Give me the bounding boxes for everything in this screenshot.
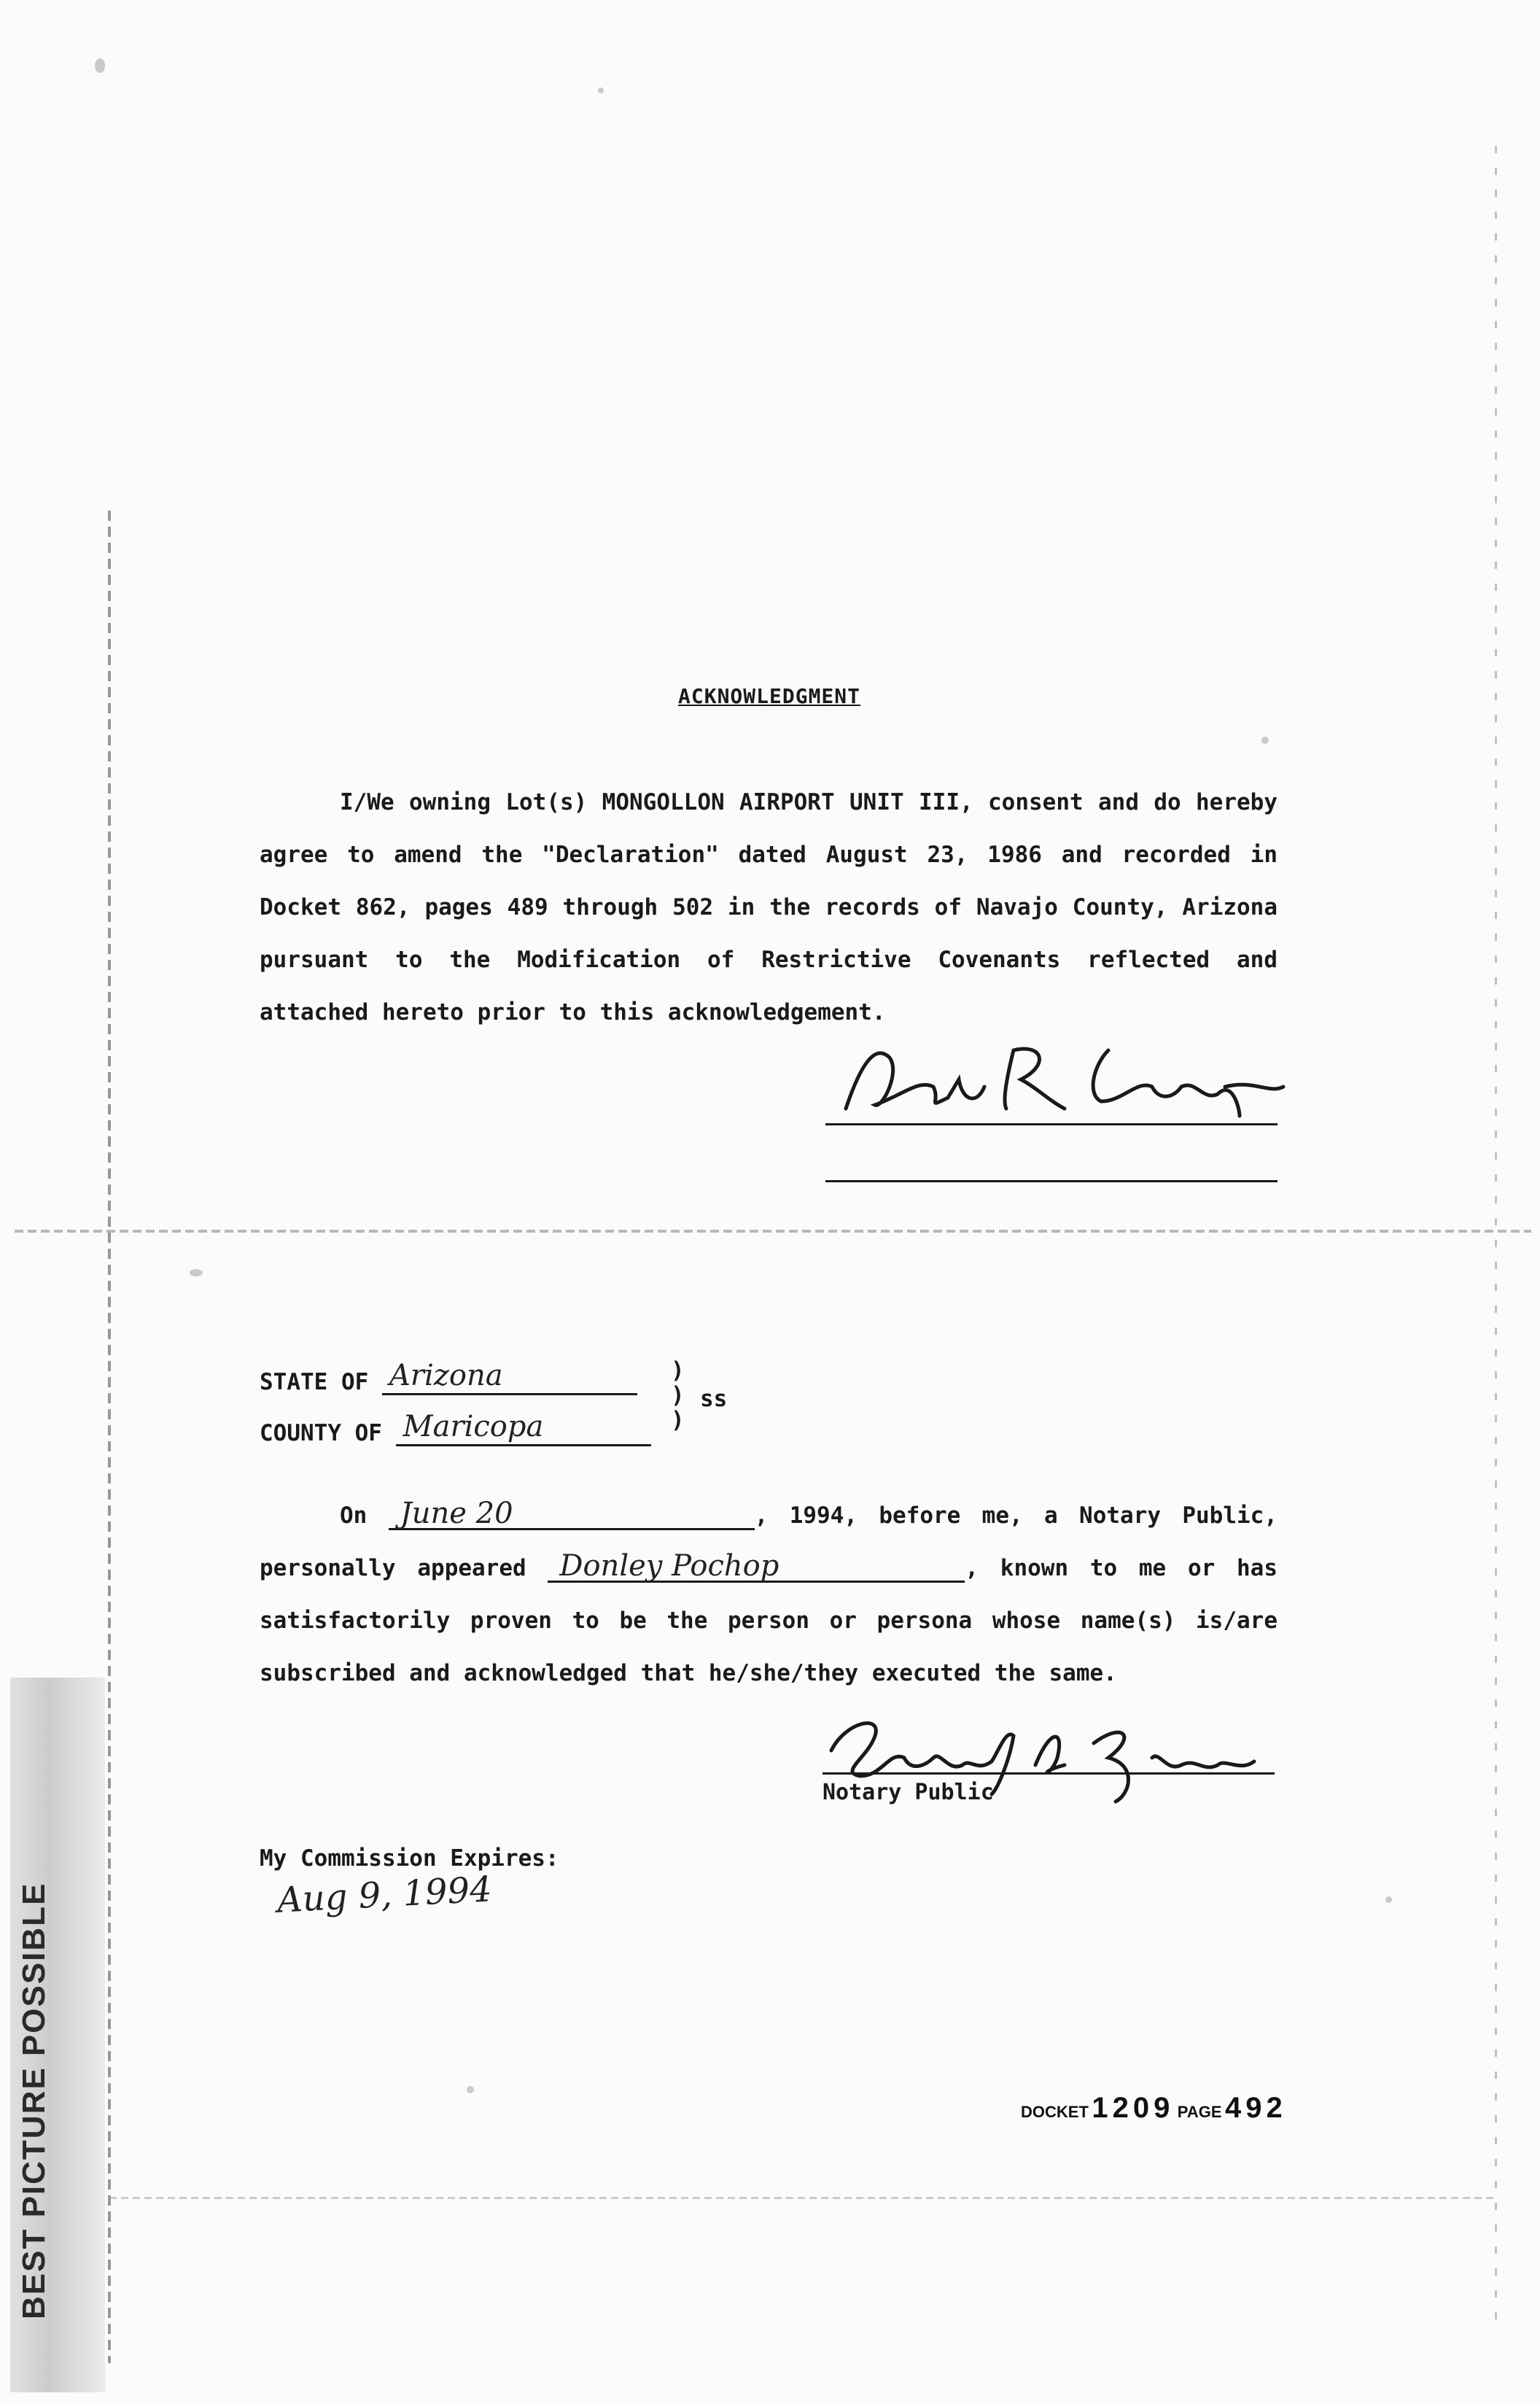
page-number: 492 (1224, 2092, 1287, 2124)
scan-speck (467, 2086, 474, 2093)
right-margin-line (1495, 146, 1497, 2334)
page-label: PAGE (1177, 2103, 1222, 2121)
docket-number: 1209 (1092, 2092, 1175, 2124)
scan-speck (190, 1269, 203, 1276)
scan-speck (1261, 737, 1269, 744)
acknowledgment-body: I/We owning Lot(s) MONGOLLON AIRPORT UNIT III, consent and do hereby agree to amend the "Declaration" dated August 23, 1986 and recorded in Docket 862, pages 489 through 502 in the records of Navajo County, Arizona pursuant to the Modification of Restrictive Covenants reflected and attached hereto prior to this acknowledgement. (260, 789, 1278, 1025)
notary-on-label: On (340, 1502, 368, 1529)
left-margin-line (108, 511, 111, 2363)
notary-public-label: Notary Public (822, 1780, 994, 1805)
state-label: STATE OF (260, 1369, 369, 1395)
notary-signature-line (822, 1772, 1275, 1775)
scan-speck (95, 58, 105, 73)
state-value: Arizona (382, 1358, 637, 1395)
commission-label: My Commission Expires: (260, 1845, 559, 1872)
second-signature-line (825, 1180, 1278, 1182)
owner-signature (831, 1036, 1298, 1123)
scan-speck (1385, 1896, 1392, 1903)
side-stamp: BEST PICTURE POSSIBLE (16, 1882, 52, 2319)
ss-mark: ss (700, 1386, 728, 1412)
appeared-name: Donley Pochop (548, 1551, 965, 1583)
owner-signature-line (825, 1123, 1278, 1125)
document-title: ACKNOWLEDGMENT (678, 684, 861, 708)
docket-label: DOCKET (1021, 2103, 1089, 2121)
county-value: Maricopa (396, 1409, 651, 1446)
commission-date: Aug 9, 1994 (276, 1869, 494, 1921)
county-label: COUNTY OF (260, 1420, 382, 1446)
county-row (260, 1409, 651, 1446)
scan-speck (598, 88, 604, 93)
venue-brace: ) ) ) (671, 1357, 685, 1433)
bottom-margin-line (109, 2197, 1495, 2199)
fold-line (15, 1230, 1531, 1233)
notary-rest-text: , known to me or has satisfactorily proven to be the person or persona whose name(s) is/are subscribed and acknowledged that he/she/they executed the same. (260, 1555, 1278, 1686)
docket-stamp (1021, 2092, 1287, 2125)
notary-certificate (260, 1489, 1278, 1699)
state-row (260, 1358, 637, 1395)
notary-year-text: , 1994, before me, a Notary Public, personally appeared (260, 1502, 1278, 1581)
notary-date: June 20 (389, 1499, 755, 1530)
